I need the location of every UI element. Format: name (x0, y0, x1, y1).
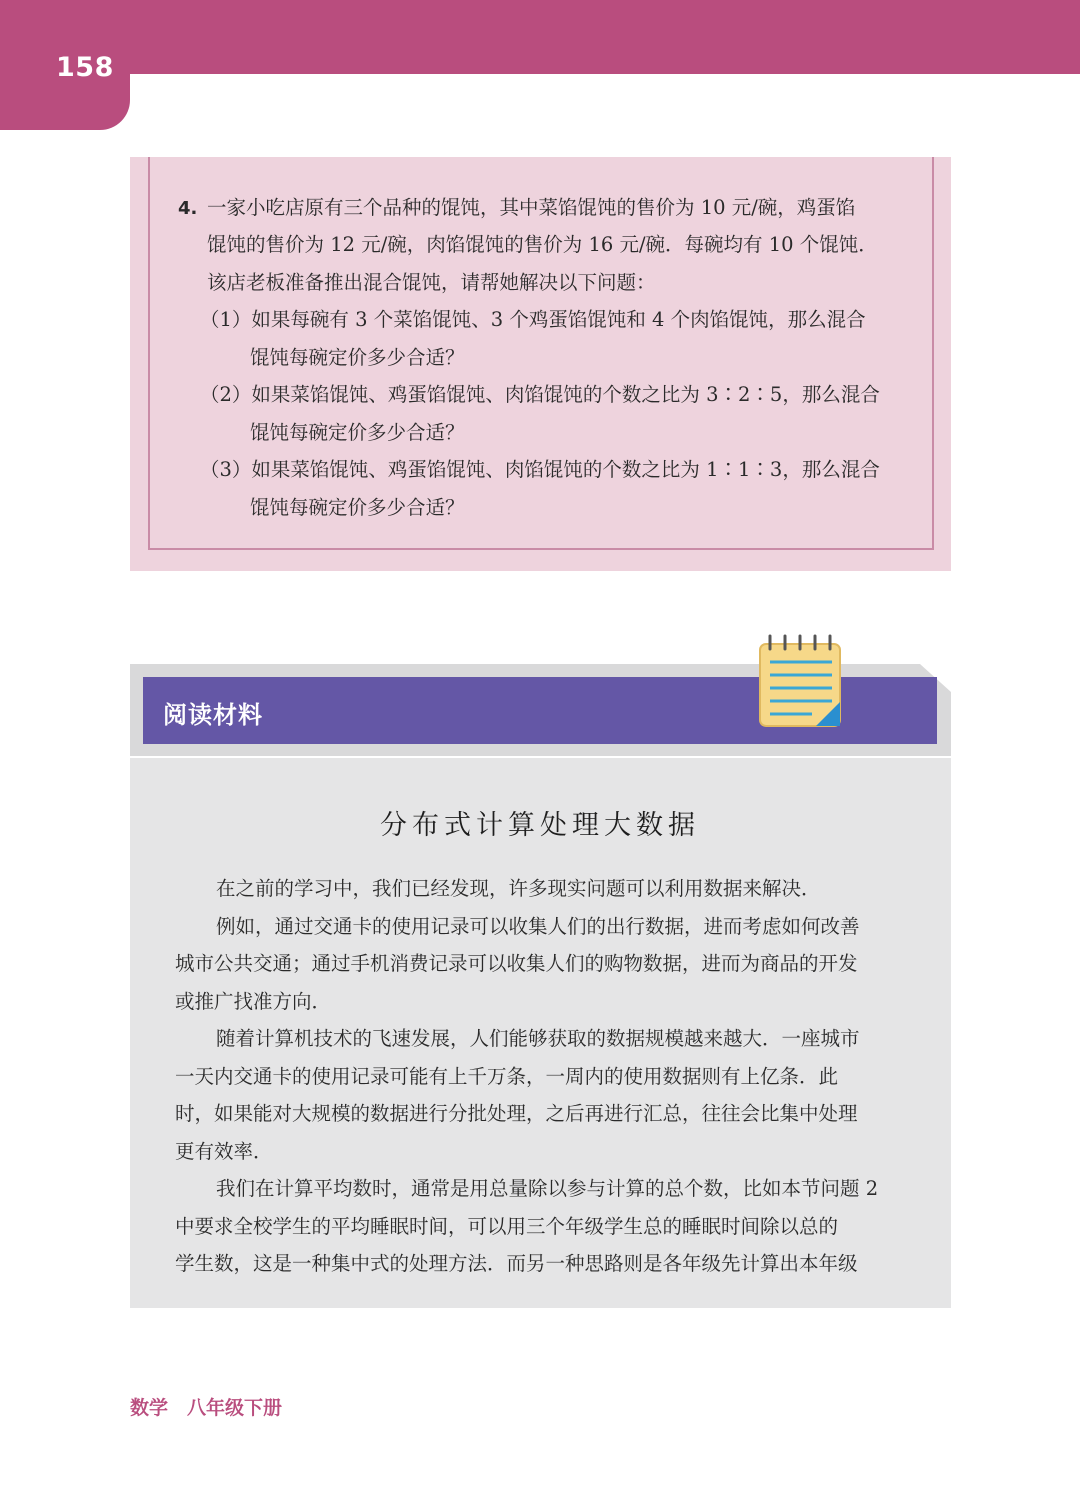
page-number: 158 (56, 52, 114, 83)
paragraph-line: 或推广找准方向． (175, 990, 332, 1013)
paragraph-line: 学生数，这是一种集中式的处理方法．而另一种思路则是各年级先计算出本年级 (175, 1252, 858, 1275)
book-footer: 数学 八年级下册 (130, 1397, 283, 1419)
paragraph-line: 在之前的学习中，我们已经发现，许多现实问题可以利用数据来解决． (216, 877, 821, 900)
paragraph-line: 我们在计算平均数时，通常是用总量除以参与计算的总个数，比如本节问题 2 (216, 1177, 879, 1200)
exercise-line: 馄饨每碗定价多少合适？ (250, 346, 465, 369)
exercise-number: 4. (178, 198, 198, 219)
exercise-line: 馄饨的售价为 12 元/碗，肉馅馄饨的售价为 16 元/碗．每碗均有 10 个馄饨． (207, 233, 878, 256)
paragraph-line: 城市公共交通；通过手机消费记录可以收集人们的购物数据，进而为商品的开发 (175, 952, 858, 975)
paragraph-line: 时，如果能对大规模的数据进行分批处理，之后再进行汇总，往往会比集中处理 (175, 1102, 858, 1125)
exercise-line: 该店老板准备推出混合馄饨，请帮她解决以下问题： (207, 271, 656, 294)
paragraph-line: 一天内交通卡的使用记录可能有上千万条，一周内的使用数据则有上亿条．此 (175, 1065, 839, 1088)
header-band (0, 0, 1080, 74)
exercise-line: 馄饨每碗定价多少合适？ (250, 421, 465, 444)
paragraph-line: 更有效率． (175, 1140, 273, 1163)
exercise-line: 一家小吃店原有三个品种的馄饨，其中菜馅馄饨的售价为 10 元/碗，鸡蛋馅 (207, 196, 856, 219)
paragraph-line: 例如，通过交通卡的使用记录可以收集人们的出行数据，进而考虑如何改善 (216, 915, 860, 938)
exercise-line: 馄饨每碗定价多少合适？ (250, 496, 465, 519)
paragraph-line: 随着计算机技术的飞速发展，人们能够获取的数据规模越来越大．一座城市 (216, 1027, 860, 1050)
exercise-subquestion: （2）如果菜馅馄饨、鸡蛋馅馄饨、肉馅馄饨的个数之比为 3∶2∶5，那么混合 (200, 383, 880, 406)
reading-section-label: 阅读材料 (163, 701, 263, 729)
notepad-icon (752, 632, 848, 732)
exercise-subquestion: （3）如果菜馅馄饨、鸡蛋馅馄饨、肉馅馄饨的个数之比为 1∶1∶3，那么混合 (200, 458, 880, 481)
exercise-subquestion: （1）如果每碗有 3 个菜馅馄饨、3 个鸡蛋馅馄饨和 4 个肉馅馄饨，那么混合 (200, 308, 866, 331)
article-title: 分布式计算处理大数据 (380, 810, 700, 841)
paragraph-line: 中要求全校学生的平均睡眠时间，可以用三个年级学生总的睡眠时间除以总的 (175, 1215, 839, 1238)
